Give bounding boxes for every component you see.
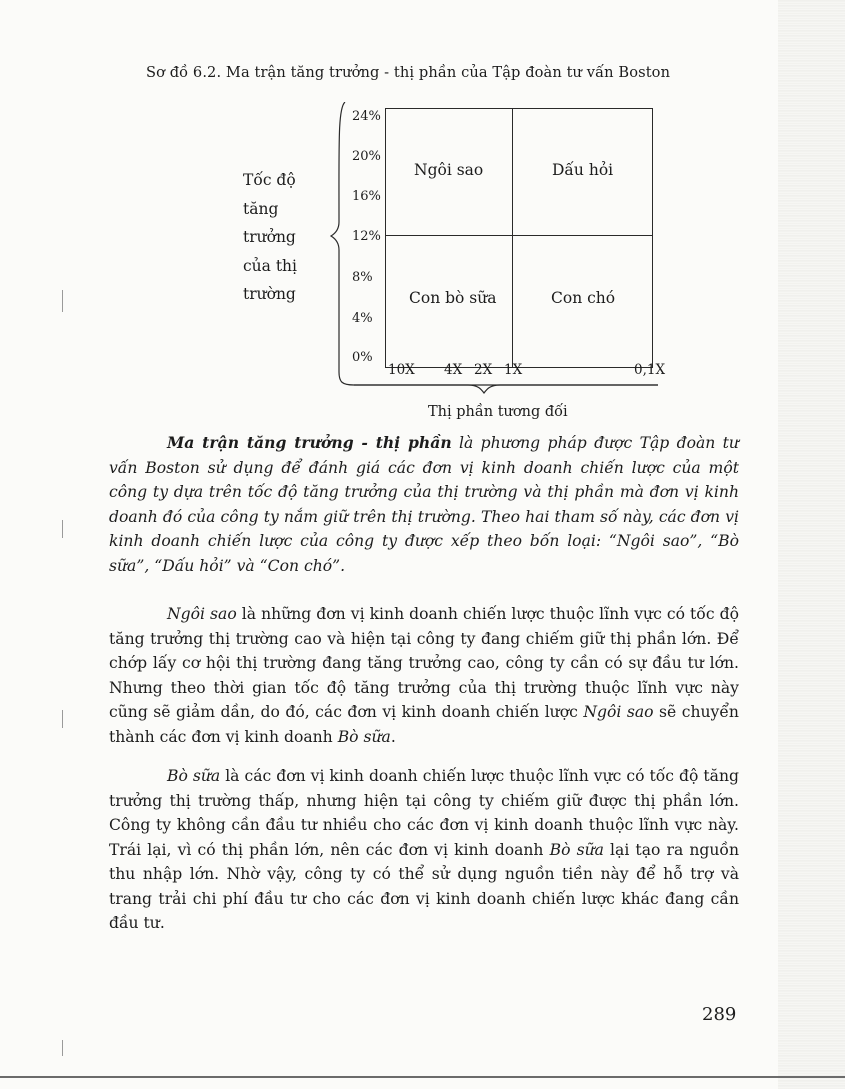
x-tick-label: 1X [504, 362, 523, 378]
stars-term-3: Bò sữa [337, 727, 391, 746]
figure-caption: Sơ đồ 6.2. Ma trận tăng trưởng - thị phần của Tập đoàn tư vấn Boston [146, 64, 671, 81]
paragraph-cash-cows [109, 764, 739, 936]
intro-lead-term: Ma trận tăng trưởng - thị phần [167, 433, 452, 452]
y-axis-title-line: trường [243, 285, 296, 303]
quadrant-stars: Ngôi sao [414, 161, 484, 179]
x-tick-label: 0,1X [634, 362, 666, 378]
y-tick-label: 0% [352, 350, 373, 365]
y-tick-label: 4% [352, 311, 373, 326]
cows-text-2: lại tạo ra nguồn thu nhập lớn. Nhờ vậy, công ty có thể sử dụng nguồn tiền này để hỗ trợ và trang trải chi phí đầu tư cho các đơn vị kinh doanh chiến lược khác đang cần đầu tư. [109, 840, 740, 932]
quadrant-cash-cows: Con bò sữa [409, 289, 497, 307]
scan-bottom-rule [0, 1076, 845, 1078]
margin-mark [62, 710, 63, 728]
x-tick-label: 2X [474, 362, 493, 378]
page-number: 289 [702, 1004, 737, 1025]
x-tick-label: 10X [388, 362, 415, 378]
y-axis-title-line: tăng [243, 199, 279, 218]
x-axis-title: Thị phần tương đối [428, 404, 568, 420]
margin-mark [62, 520, 63, 538]
paragraph-intro [109, 431, 739, 578]
y-tick-label: 8% [352, 270, 373, 285]
matrix-divider-vertical [512, 108, 513, 368]
matrix-grid [385, 108, 653, 368]
quadrant-dogs: Con chó [551, 289, 616, 307]
y-tick-label: 16% [352, 189, 381, 204]
matrix-divider-horizontal [385, 235, 653, 236]
x-tick-label: 4X [444, 362, 463, 378]
intro-text: là phương pháp được Tập đoàn tư vấn Boston sử dụng để đánh giá các đơn vị kinh doanh chiến lược của một công ty dựa trên tốc độ tăng trưởng của thị trường và thị phần mà đơn vị kinh doanh đó của công ty nắm giữ trên thị trường. Theo hai tham số này, các đơn vị kinh doanh chiến lược của công ty được xếp theo bốn loại: “Ngôi sao”, “Bò sữa”, “Dấu hỏi” và “Con chó”. [109, 434, 739, 575]
quadrant-question-marks: Dấu hỏi [552, 161, 614, 179]
stars-text-2: sẽ chuyển thành các đơn vị kinh doanh [109, 703, 739, 746]
stars-end: . [390, 727, 396, 746]
scanned-page-edge [778, 0, 845, 1089]
cows-text: là các đơn vị kinh doanh chiến lược thuộc lĩnh vực có tốc độ tăng trưởng thị trường thấp, nhưng hiện tại công ty chiếm giữ được thị phần lớn. Công ty không cần đầu tư nhiều cho các đơn vị kinh doanh thuộc lĩnh vực này. Trái lại, vì có thị phần lớn, nên các đơn vị kinh doanh [109, 767, 739, 859]
stars-text: là những đơn vị kinh doanh chiến lược thuộc lĩnh vực có tốc độ tăng trưởng thị trường cao và hiện tại công ty đang chiếm giữ thị phần lớn. Để chớp lấy cơ hội thị trường đang tăng trưởng cao, công ty cần có sự đầu tư lớn. Nhưng theo thời gian tốc độ tăng trưởng của thị trường thuộc lĩnh vực này cũng sẽ giảm dần, do đó, các đơn vị kinh doanh chiến lược [109, 605, 739, 721]
y-tick-label: 24% [352, 109, 381, 124]
paragraph-stars [109, 602, 739, 749]
cows-term: Bò sữa [167, 767, 221, 785]
y-axis-title-line: Tốc độ [243, 171, 296, 189]
y-tick-label: 12% [352, 229, 381, 244]
cows-term-2: Bò sữa [549, 840, 604, 859]
y-tick-label: 20% [352, 149, 381, 164]
margin-mark [62, 290, 63, 312]
y-axis-title [243, 166, 333, 309]
y-axis-title-line: của thị [243, 256, 298, 275]
stars-term-2: Ngôi sao [583, 703, 654, 721]
margin-mark [62, 1040, 63, 1056]
stars-term: Ngôi sao [167, 605, 237, 623]
y-axis-title-line: trưởng [243, 228, 296, 246]
